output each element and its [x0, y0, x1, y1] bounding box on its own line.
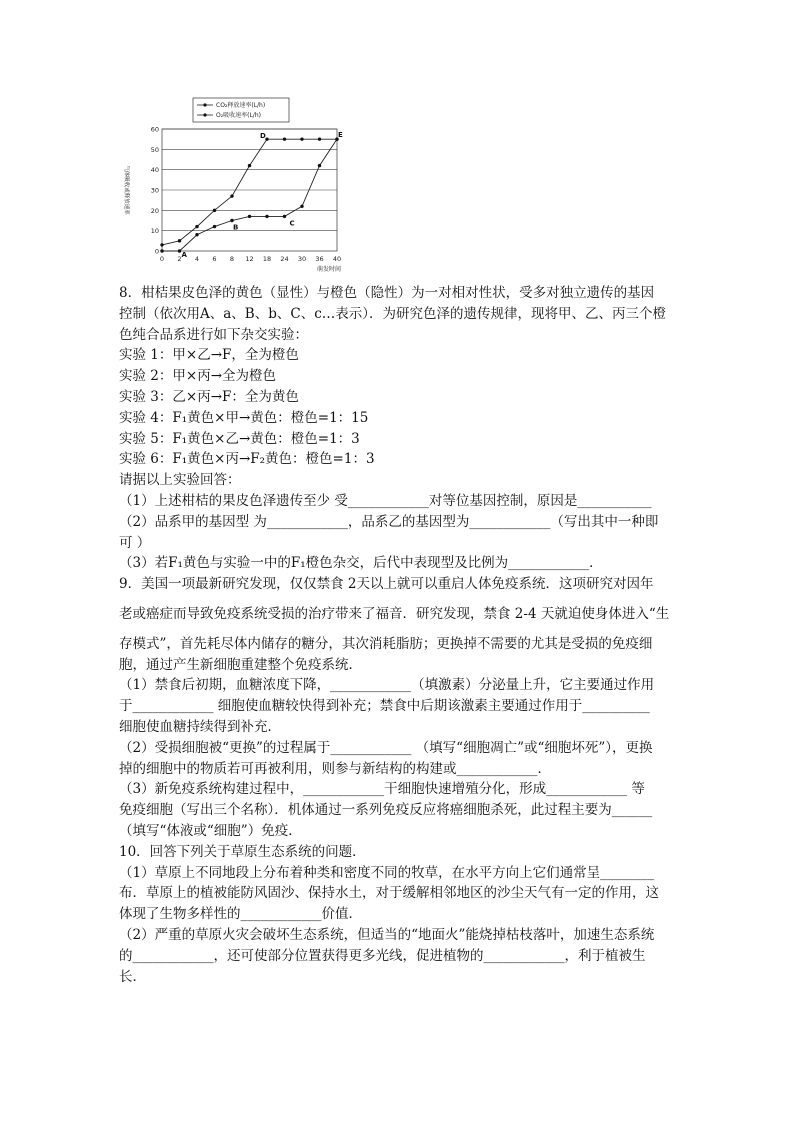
- x-tick-label: 40: [332, 255, 342, 263]
- q9-sub-1c: 细胞使血糖持续得到补充．: [119, 718, 281, 735]
- data-point: [300, 137, 303, 140]
- q10-line-1: 10．回答下列关于草原生态系统的问题．: [119, 843, 366, 860]
- x-tick-label: 18: [262, 255, 272, 263]
- chart-annotations: [182, 131, 344, 259]
- data-point: [318, 164, 321, 167]
- q10-sub-2c: 长．: [119, 968, 146, 985]
- germination-gas-rate-chart: [117, 96, 347, 282]
- q8-experiment-6: 实验 6：F₁黄色×丙→F₂黄色：橙色=1：3: [119, 451, 375, 468]
- legend-marker: [203, 103, 206, 106]
- chart-legend: [193, 98, 289, 122]
- data-point: [248, 164, 251, 167]
- legend-marker: [203, 113, 206, 116]
- q8-sub-3: （3）若F₁黄色与实验一中的F₁橙色杂交，后代中表现型及比例为____________．: [119, 555, 603, 572]
- q9-line-4: 胞，通过产生新细胞重建整个免疫系统．: [119, 656, 362, 673]
- data-point: [283, 137, 286, 140]
- q10-sub-1c: 体现了生物多样性的____________价值．: [119, 906, 362, 923]
- point-label: A: [181, 251, 187, 259]
- q8-line-1: 8．柑桔果皮色泽的黄色（显性）与橙色（隐性）为一对相对性状，受多对独立遗传的基因: [119, 285, 655, 301]
- data-point: [178, 239, 181, 242]
- y-tick-label: 10: [150, 227, 159, 236]
- q8-sub-2b: 可 ）: [119, 534, 151, 551]
- x-tick-label: 12: [245, 255, 254, 263]
- q10-sub-1a: （1）草原上不同地段上分布着种类和密度不同的牧草，在水平方向上它们通常呈________: [119, 864, 655, 881]
- x-axis-label: 萌发时间: [316, 266, 342, 273]
- data-point: [248, 215, 251, 218]
- x-tick-label: 36: [315, 255, 324, 263]
- y-tick-label: 60: [150, 125, 159, 134]
- data-point: [318, 137, 321, 140]
- data-point: [300, 205, 303, 208]
- q9-line-2: 老或癌症而导致免疫系统受损的治疗带来了福音．研究发现，禁食 2-4 天就迫使身体进入“生: [119, 605, 670, 622]
- data-point: [195, 225, 198, 228]
- y-axis-label: 气体吸收或释放速率: [123, 165, 129, 215]
- q8-experiment-3: 实验 3：乙×丙→F：全为黄色: [119, 388, 299, 405]
- q10-sub-2b: 的____________，还可使部分位置获得更多光线，促进植物的____________，利于植被生: [119, 947, 646, 964]
- q10-sub-2a: （2）严重的草原火灾会破坏生态系统，但适当的“地面火”能烧掉枯枝落叶，加速生态系统: [119, 926, 655, 943]
- data-point: [230, 194, 233, 197]
- data-point: [230, 219, 233, 222]
- y-tick-label: 50: [150, 145, 159, 154]
- data-point: [213, 225, 216, 228]
- data-point: [160, 243, 163, 246]
- q8-line-3: 色纯合品系进行如下杂交实验：: [119, 326, 308, 343]
- data-point: [265, 215, 268, 218]
- x-tick-label: 8: [229, 255, 235, 263]
- q9-sub-3c: （填写“体液或“细胞”）免疫．: [119, 822, 302, 839]
- data-point: [283, 215, 286, 218]
- chart-series: [160, 137, 338, 252]
- question-text: [119, 283, 679, 987]
- series-line: [162, 139, 337, 245]
- data-point: [160, 249, 163, 252]
- q9-sub-1a: （1）禁食后初期，血糖浓度下降，____________（填激素）分泌量上升，它主要通过作用: [119, 677, 655, 694]
- q8-experiment-1: 实验 1：甲×乙→F，全为橙色: [119, 347, 299, 364]
- x-tick-label: 30: [297, 255, 307, 263]
- x-tick-label: 2: [177, 255, 182, 263]
- point-label: D: [260, 132, 266, 141]
- q9-sub-2b: 掉的细胞中的物质若可再被利用，则参与新结构的构建或____________．: [119, 760, 551, 777]
- q8-experiment-2: 实验 2：甲×丙→全为橙色: [119, 368, 277, 385]
- q9-line-1: 9．美国一项最新研究发现，仅仅禁食 2天以上就可以重启人体免疫系统．这项研究对因年: [119, 576, 654, 593]
- q8-line-2: 控制（依次用A、a、B、b、C、c…表示）．为研究色泽的遗传规律，现将甲、乙、丙三个橙: [119, 305, 666, 322]
- q9-sub-2a: （2）受损细胞被“更换”的过程属于____________ （填写“细胞凋亡”或“细胞坏死”），更换: [119, 739, 653, 756]
- q8-experiment-5: 实验 5：F₁黄色×乙→黄色：橙色=1：3: [119, 430, 360, 447]
- q9-sub-3b: 免疫细胞（写出三个名称）．机体通过一系列免疫反应将癌细胞杀死，此过程主要为______: [119, 802, 653, 819]
- q9-line-3: 存模式”，首先耗尽体内储存的糖分，其次消耗脂肪；更换掉不需要的尤其是受损的免疫细: [119, 635, 653, 652]
- point-label: C: [289, 219, 295, 228]
- y-tick-label: 0: [154, 247, 159, 256]
- x-tick-label: 6: [212, 255, 217, 263]
- y-tick-label: 20: [150, 206, 159, 215]
- q10-sub-1b: 布．草原上的植被能防风固沙、保持水土，对于缓解相邻地区的沙尘天气有一定的作用，这: [119, 885, 659, 902]
- x-tick-label: 4: [194, 255, 200, 263]
- data-point: [213, 209, 216, 212]
- legend-label: CO₂释放速率(L/h): [216, 102, 266, 110]
- point-label: E: [338, 131, 343, 140]
- q8-experiment-4: 实验 4：F₁黄色×甲→黄色：橙色=1：15: [119, 409, 369, 426]
- q8-sub-1: （1）上述柑桔的果皮色泽遗传至少 受____________对等位基因控制，原因是___________: [119, 492, 652, 509]
- q9-sub-1b: 于____________ 细胞使血糖较快得到补充；禁食中后期该激素主要通过作用于__________: [119, 698, 650, 715]
- q9-sub-3a: （3）新免疫系统构建过程中，____________干细胞快速增殖分化，形成____________ 等: [119, 781, 645, 798]
- y-tick-label: 40: [150, 166, 159, 175]
- legend-label: O₂吸收速率(L/h): [216, 112, 261, 120]
- data-point: [195, 233, 198, 236]
- q8-ask: 请据以上实验回答：: [119, 472, 241, 489]
- point-label: B: [233, 223, 239, 232]
- x-tick-label: 24: [280, 255, 289, 263]
- x-tick-label: 0: [159, 255, 165, 263]
- q8-sub-2: （2）品系甲的基因型 为____________，品系乙的基因型为____________（写出其中一种即: [119, 513, 659, 530]
- y-tick-label: 30: [150, 186, 159, 195]
